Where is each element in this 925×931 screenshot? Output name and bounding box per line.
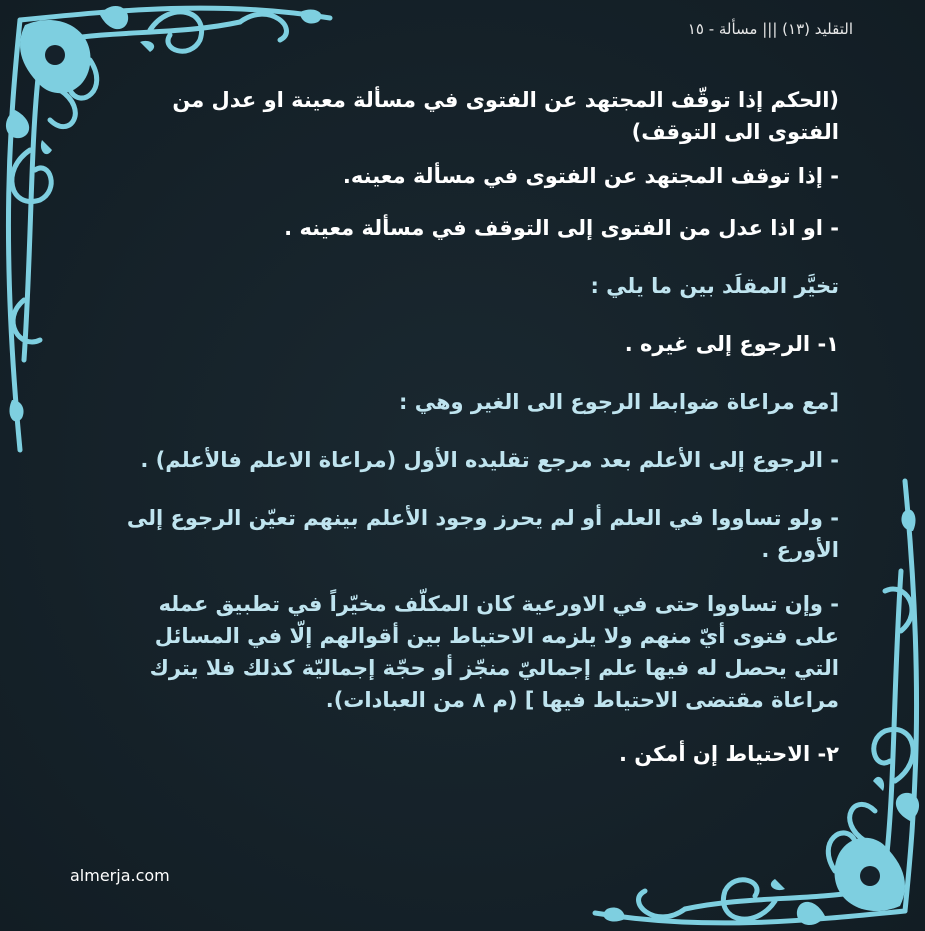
rules-intro: [مع مراعاة ضوابط الرجوع الى الغير وهي : [399, 390, 839, 414]
main-content [119, 84, 839, 770]
option-item: ٢- الاحتياط إن أمكن . [618, 742, 839, 766]
option-item: ١- الرجوع إلى غيره . [624, 332, 839, 356]
condition-item: - إذا توقف المجتهد عن الفتوى في مسألة معينه. [342, 164, 839, 188]
page-header-title: التقليد (١٣) ||| مسألة - ١٥ [687, 20, 853, 38]
rule-item: - ولو تساووا في العلم أو لم يحرز وجود الأعلم بينهم تعيّن الرجوع إلى الأورع . [126, 506, 839, 562]
condition-item: - او اذا عدل من الفتوى إلى التوقف في مسألة معينه . [284, 216, 839, 240]
rule-item: - الرجوع إلى الأعلم بعد مرجع تقليده الأول (مراعاة الاعلم فالأعلم) . [140, 448, 839, 472]
heading-paragraph: (الحكم إذا توقّف المجتهد عن الفتوى في مسألة معينة او عدل من الفتوى الى التوقف) [172, 88, 839, 144]
choice-intro: تخيَّر المقلَد بين ما يلي : [590, 274, 839, 298]
rule-item: - وإن تساووا حتى في الاورعية كان المكلّف مخيّراً في تطبيق عمله على فتوى أيّ منهم ولا يلزمه الاحتياط بين أقوالهم إلّا في المسائل التي يحصل له فيها علم إجماليّ منجّز أو حجّة إجماليّة كذلك فلا يترك مراعاة مقتضى الاحتياط فيها ] (م ٨ من العبادات). [149, 592, 839, 712]
site-watermark: almerja.com [70, 866, 170, 885]
